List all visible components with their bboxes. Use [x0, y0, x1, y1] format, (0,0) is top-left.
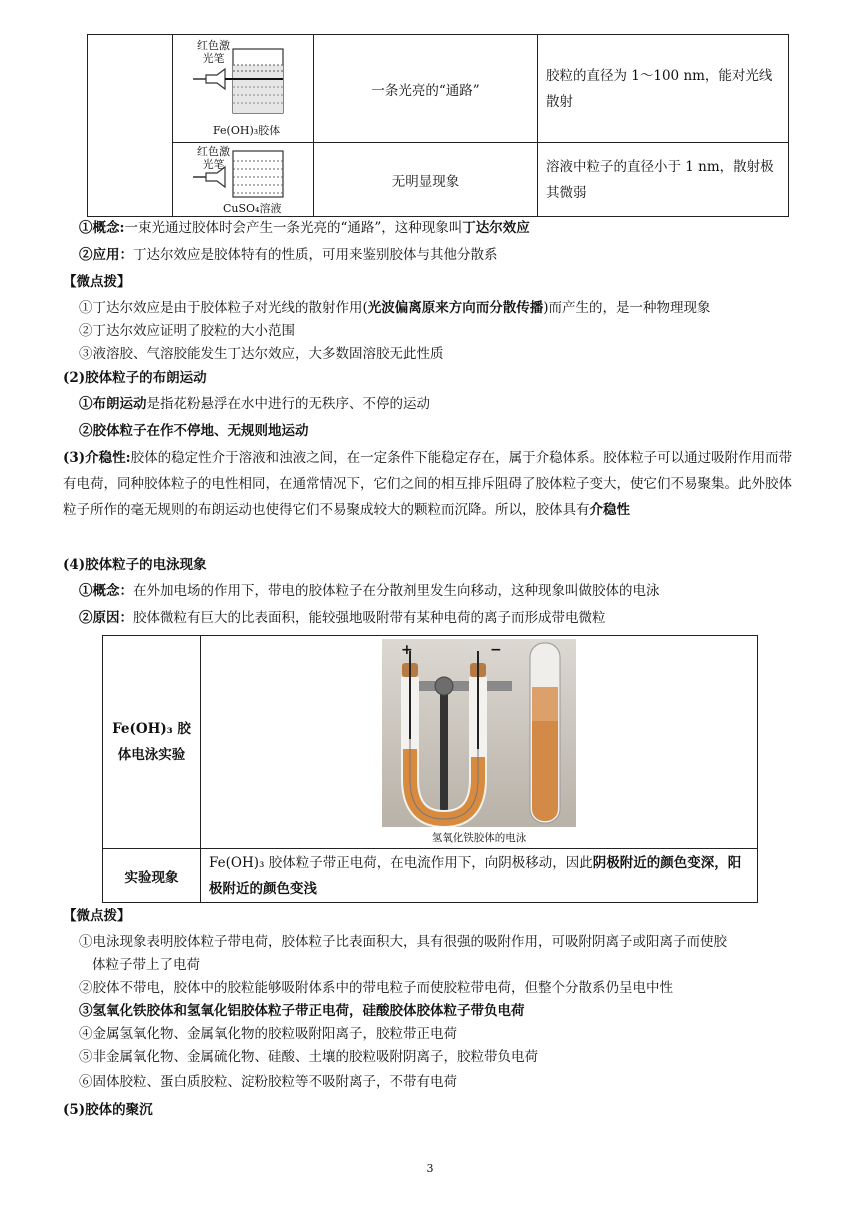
- metastable-paragraph: (3)介稳性:胶体的稳定性介于溶液和浊液之间，在一定条件下能稳定存在，属于介稳体系。胶体粒子可以通过吸附作用而带有电荷，同种胶体粒子的电性相同，在通常情况下，它们之间的相互排斥阻碍了胶体粒子变大，使它们不易聚集。此外胶体粒子所作的毫无规则的布朗运动也使得它们不易聚成较大的颗粒而沉降。所以，胶体具有介稳性: [63, 450, 793, 518]
- photo-caption: 氢氧化铁胶体的电泳: [431, 832, 527, 844]
- electrophoresis-photo: [382, 639, 576, 827]
- tip2-item-1: ①电泳现象表明胶体粒子带电荷，胶体粒子比表面积大，具有很强的吸附作用，可吸附阴离子或阳离子而使胶: [79, 934, 727, 950]
- phenomenon-label-cell: [103, 849, 201, 903]
- minus-sign: −: [490, 642, 502, 658]
- electrophoresis-concept: ①概念：在外加电场的作用下，带电的胶体粒子在分散剂里发生向移动，这种现象叫做胶体的电泳: [79, 583, 660, 599]
- tyndall-phenomenon-cell: [314, 35, 538, 143]
- tip1-item-1: ①丁达尔效应是由于胶体粒子对光线的散射作用(光波偏离原来方向而分散传播)而产生的，是一种物理现象: [79, 300, 711, 316]
- brownian-heading: (2)胶体粒子的布朗运动: [63, 370, 207, 386]
- plus-sign: +: [401, 642, 413, 658]
- tyndall-application: ②应用：丁达尔效应是胶体特有的性质，可用来鉴别胶体与其他分散系: [79, 247, 498, 263]
- tip2-item-1-cont: 体粒子带上了电荷: [92, 957, 200, 973]
- laser-pen-label: 红色激 光笔: [197, 39, 230, 65]
- solution-phenomenon-cell: [314, 143, 538, 217]
- tyndall-explanation-cell: [538, 35, 789, 143]
- solution-beaker-label: CuSO₄溶液: [223, 202, 282, 215]
- phenomenon-text: Fe(OH)₃ 胶体粒子带正电荷，在电流作用下，向阴极移动，因此阴极附近的颜色变深，阳极附近的颜色变浅: [209, 854, 742, 897]
- coagulation-heading: (5)胶体的聚沉: [63, 1102, 153, 1118]
- laser-colloid-figure: [173, 35, 314, 143]
- electrophoresis-photo-cell: [201, 636, 758, 849]
- tyndall-table-empty-cell: [88, 35, 173, 217]
- tip1-item-3: ③液溶胶、气溶胶能发生丁达尔效应，大多数固溶胶无此性质: [79, 346, 444, 362]
- brownian-item-1: ①布朗运动是指花粉悬浮在水中进行的无秩序、不停的运动: [79, 396, 430, 412]
- solution-explanation-text: 溶液中粒子的直径小于 1 nm，散射极其微弱: [546, 158, 774, 201]
- tip1-item-2: ②丁达尔效应证明了胶粒的大小范围: [79, 323, 295, 339]
- tyndall-phenomenon-text: 一条光亮的“通路”: [371, 82, 480, 99]
- tip2-item-6: ⑥固体胶粒、蛋白质胶粒、淀粉胶粒等不吸附离子，不带有电荷: [79, 1074, 457, 1090]
- phenomenon-text-cell: [201, 849, 758, 903]
- phenomenon-label: 实验现象: [124, 869, 179, 886]
- laser-solution-figure: [173, 143, 314, 217]
- electrophoresis-table: [102, 635, 758, 903]
- tyndall-table: [87, 34, 789, 217]
- tip2-item-5: ⑤非金属氧化物、金属硫化物、硅酸、土壤的胶粒吸附阴离子，胶粒带负电荷: [79, 1049, 538, 1065]
- electrophoresis-heading: (4)胶体粒子的电泳现象: [63, 557, 207, 573]
- tip2-item-3: ③氢氧化铁胶体和氢氧化铝胶体粒子带正电荷，硅酸胶体胶体粒子带负电荷: [79, 1003, 525, 1019]
- tip2-item-2: ②胶体不带电，胶体中的胶粒能够吸附体系中的带电粒子而使胶粒带电荷，但整个分散系仍呈电中性: [79, 980, 673, 996]
- solution-phenomenon-text: 无明显现象: [391, 173, 460, 190]
- laser-pen-label-2: 红色激 光笔: [197, 145, 230, 171]
- brownian-item-2: ②胶体粒子在作不停地、无规则地运动: [79, 423, 309, 439]
- tyndall-explanation-text: 胶粒的直径为 1～100 nm，能对光线散射: [546, 67, 773, 110]
- experiment-label-cell: [103, 636, 201, 849]
- tip2-item-4: ④金属氢氧化物、金属氧化物的胶粒吸附阳离子，胶粒带正电荷: [79, 1026, 457, 1042]
- electrophoresis-reason: ②原因：胶体微粒有巨大的比表面积，能较强地吸附带有某种电荷的离子而形成带电微粒: [79, 610, 606, 626]
- tip-title-2: 【微点拨】: [63, 908, 131, 924]
- experiment-label: Fe(OH)₃ 胶 体电泳实验: [112, 721, 191, 763]
- solution-explanation-cell: [538, 143, 789, 217]
- page-number: 3: [426, 1162, 434, 1175]
- tyndall-concept: ①概念:一束光通过胶体时会产生一条光亮的“通路”，这种现象叫丁达尔效应: [79, 220, 530, 236]
- tip-title-1: 【微点拨】: [63, 274, 131, 290]
- colloid-beaker-label: Fe(OH)₃胶体: [213, 124, 281, 137]
